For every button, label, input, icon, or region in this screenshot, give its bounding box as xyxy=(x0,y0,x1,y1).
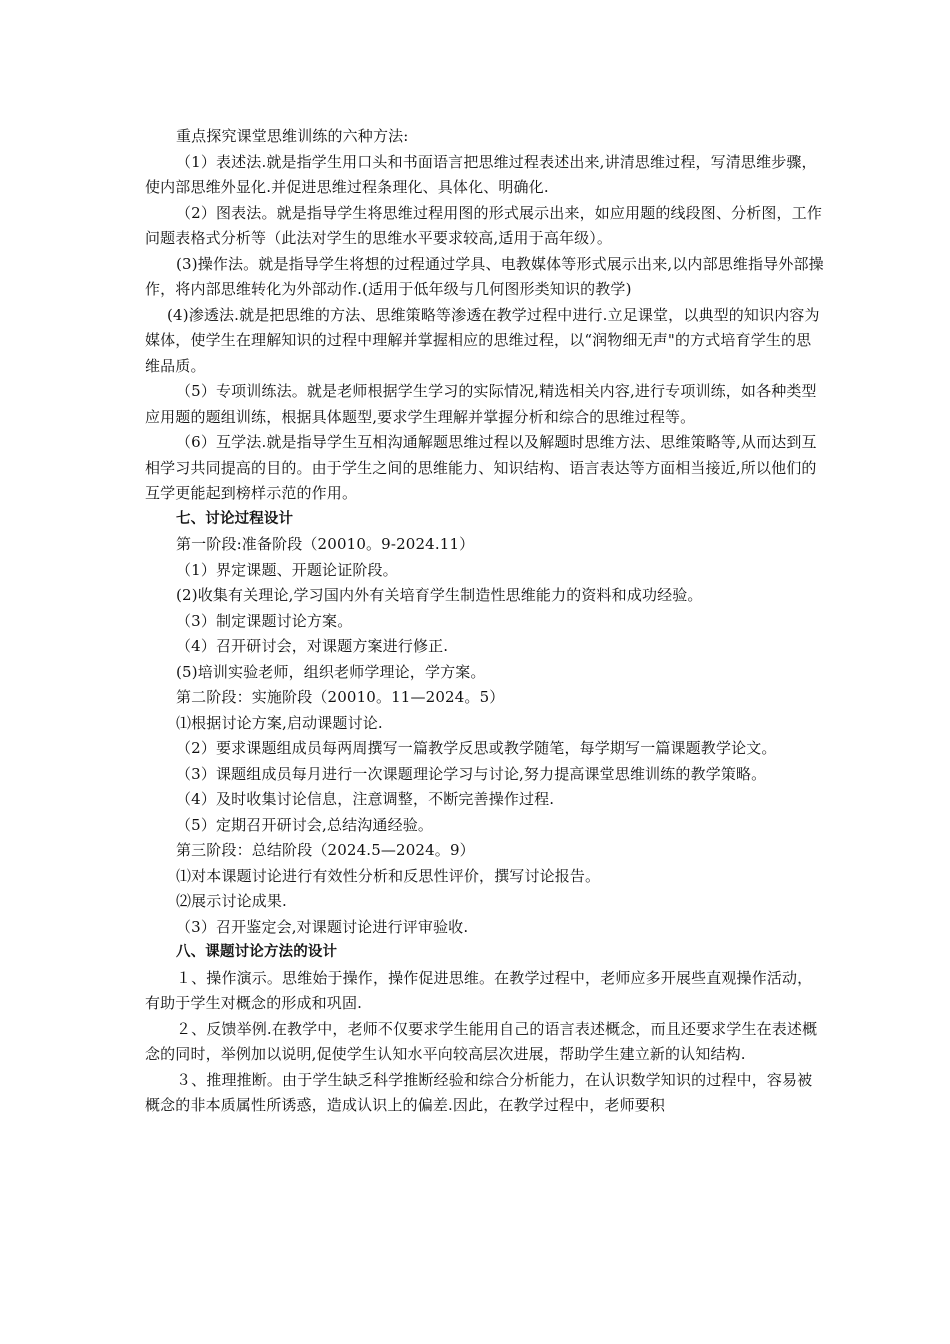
stage-1-item: （3）制定课题讨论方案。 xyxy=(176,611,353,630)
stage-1-title: 第一阶段:准备阶段（20010。9-2024.11） xyxy=(176,535,475,553)
method-paragraph-4: (4)渗透法.就是把思维的方法、思维策略等渗透在教学过程中进行.立足课堂，以典型的知识内容为媒体，使学生在理解知识的过程中理解并掌握相应的思维过程，以“润物细无声"的方式培育学生的思维品质。 xyxy=(145,305,820,375)
stage-2-item: ⑴根据讨论方案,启动课题讨论. xyxy=(176,713,383,732)
stage-1-item: (5)培训实验老师，组织老师学理论，学方案。 xyxy=(176,662,486,681)
document-body xyxy=(145,124,825,1119)
section-8-heading: 八、课题讨论方法的设计 xyxy=(176,944,338,960)
stage-3-item: ⑴对本课题讨论进行有效性分析和反思性评价，撰写讨论报告。 xyxy=(176,866,601,885)
section-8-item-2: ２、反馈举例.在教学中，老师不仅要求学生能用自己的语言表述概念，而且还要求学生在表述概念的同时，举例加以说明,促使学生认知水平向较高层次进展，帮助学生建立新的认知结构. xyxy=(145,1019,818,1063)
stage-3-item: ⑵展示讨论成果. xyxy=(176,892,287,910)
stage-2-item: （5）定期召开研讨会,总结沟通经验。 xyxy=(176,815,434,834)
section-8-item-3: ３、推理推断。由于学生缺乏科学推断经验和综合分析能力，在认识数学知识的过程中，容易被概念的非本质属性所诱惑，造成认识上的偏差.因此，在教学过程中，老师要积 xyxy=(145,1070,813,1114)
method-paragraph-3: (3)操作法。就是指导学生将想的过程通过学具、电教媒体等形式展示出来,以内部思维指导外部操作，将内部思维转化为外部动作.(适用于低年级与几何图形类知识的教学) xyxy=(145,254,824,298)
section-8-item-1: １、操作演示。思维始于操作，操作促进思维。在教学过程中，老师应多开展些直观操作活动，有助于学生对概念的形成和巩固. xyxy=(145,968,813,1012)
section-7-heading: 七、讨论过程设计 xyxy=(176,510,294,527)
intro-paragraph: 重点探究课堂思维训练的六种方法: xyxy=(176,127,409,145)
stage-1-item: （1）界定课题、开题论证阶段。 xyxy=(176,560,398,579)
stage-1-item: （4）召开研讨会，对课题方案进行修正. xyxy=(176,637,449,655)
stage-3-item: （3）召开鉴定会,对课题讨论进行评审验收. xyxy=(176,917,469,936)
stage-3-title: 第三阶段：总结阶段（2024.5—2024。9） xyxy=(176,841,475,859)
stage-2-item: （4）及时收集讨论信息，注意调整，不断完善操作过程. xyxy=(176,790,555,808)
stage-1-item: (2)收集有关理论,学习国内外有关培育学生制造性思维能力的资料和成功经验。 xyxy=(176,586,703,604)
method-paragraph-1: （1）表述法.就是指学生用口头和书面语言把思维过程表述出来,讲清思维过程，写清思维步骤，使内部思维外显化.并促进思维过程条理化、具体化、明确化. xyxy=(145,152,817,196)
method-paragraph-5: （5）专项训练法。就是老师根据学生学习的实际情况,精选相关内容,进行专项训练，如各种类型应用题的题组训练，根据具体题型,要求学生理解并掌握分析和综合的思维过程等。 xyxy=(145,382,817,426)
stage-2-item: （2）要求课题组成员每两周撰写一篇教学反思或教学随笔，每学期写一篇课题教学论文。 xyxy=(176,739,777,757)
method-paragraph-6: （6）互学法.就是指导学生互相沟通解题思维过程以及解题时思维方法、思维策略等,从而达到互相学习共同提高的目的。由于学生之间的思维能力、知识结构、语言表达等方面相当接近,所以他们的互学更能起到榜样示范的作用。 xyxy=(145,433,817,502)
method-paragraph-2: （2）图表法。就是指导学生将思维过程用图的形式展示出来，如应用题的线段图、分析图，工作问题表格式分析等（此法对学生的思维水平要求较高,适用于高年级）。 xyxy=(145,203,822,247)
stage-2-title: 第二阶段：实施阶段（20010。11—2024。5） xyxy=(176,688,505,706)
stage-2-item: （3）课题组成员每月进行一次课题理论学习与讨论,努力提高课堂思维训练的教学策略。 xyxy=(176,764,767,783)
